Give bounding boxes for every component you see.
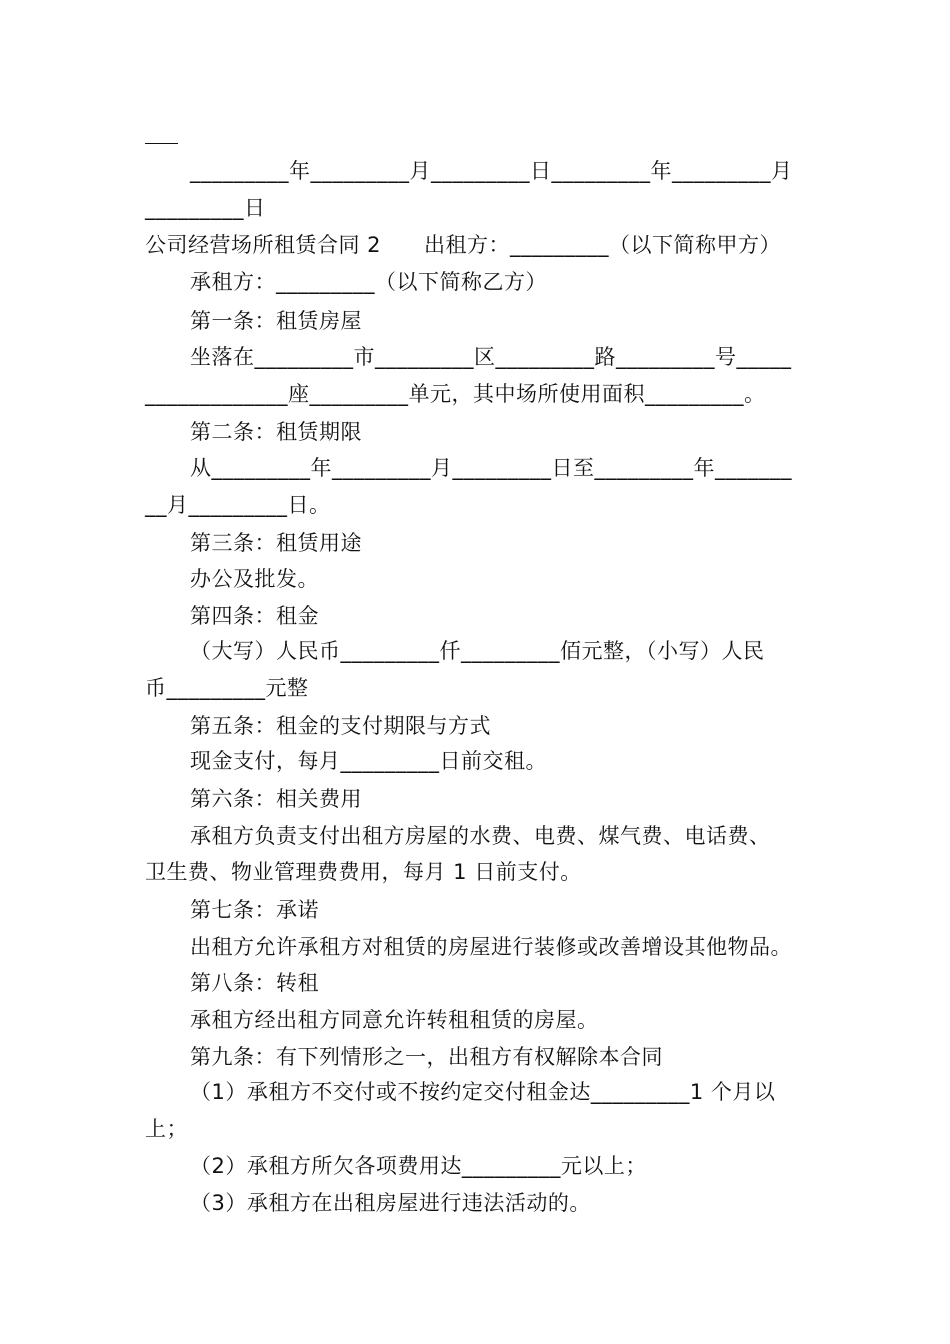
lessee-line: 承租方：_________（以下简称乙方） (190, 270, 547, 294)
article-4-rent-cont: 币_________元整 (145, 676, 309, 700)
article-4-heading: 第四条：租金 (190, 604, 319, 628)
article-6-fees: 承租方负责支付出租方房屋的水费、电费、煤气费、电话费、 (190, 824, 771, 848)
date-line: _________年_________月_________日_________年_________月 (190, 159, 793, 183)
article-3-heading: 第三条：租赁用途 (190, 531, 362, 555)
article-9-item-3: （3）承租方在出租房屋进行违法活动的。 (190, 1191, 591, 1215)
article-8-heading: 第八条：转租 (190, 971, 319, 995)
top-rule (145, 143, 178, 144)
article-2-period: 从_________年_________月_________日至_________年_______ (190, 456, 792, 480)
article-8-sublease: 承租方经出租方同意允许转租租赁的房屋。 (190, 1008, 599, 1032)
article-3-use: 办公及批发。 (190, 567, 319, 591)
article-5-heading: 第五条：租金的支付期限与方式 (190, 714, 491, 738)
article-9-item-1-cont: 上； (145, 1117, 188, 1141)
article-9-item-1: （1）承租方不交付或不按约定交付租金达_________1 个月以 (190, 1080, 776, 1104)
contract-title-line: 公司经营场所租赁合同 2 出租方：_________（以下简称甲方） (145, 233, 782, 257)
article-1-heading: 第一条：租赁房屋 (190, 309, 362, 333)
article-4-rent: （大写）人民币_________仟_________佰元整，（小写）人民 (190, 639, 765, 663)
article-2-period-cont: __月_________日。 (145, 493, 331, 517)
article-6-heading: 第六条：相关费用 (190, 787, 362, 811)
article-6-fees-cont: 卫生费、物业管理费费用，每月 1 日前支付。 (145, 860, 582, 884)
date-line-end: _________日 (145, 196, 266, 220)
article-1-address-cont: _____________座_________单元，其中场所使用面积_________。 (145, 382, 766, 406)
article-9-item-2: （2）承租方所欠各项费用达_________元以上； (190, 1154, 647, 1178)
article-7-promise: 出租方允许承租方对租赁的房屋进行装修或改善增设其他物品。 (190, 935, 792, 959)
article-1-address: 坐落在_________市_________区_________路_________号_____ (190, 345, 792, 369)
article-5-payment: 现金支付，每月_________日前交租。 (190, 749, 547, 773)
article-2-heading: 第二条：租赁期限 (190, 420, 362, 444)
article-7-heading: 第七条：承诺 (190, 898, 319, 922)
article-9-heading: 第九条：有下列情形之一，出租方有权解除本合同 (190, 1045, 663, 1069)
